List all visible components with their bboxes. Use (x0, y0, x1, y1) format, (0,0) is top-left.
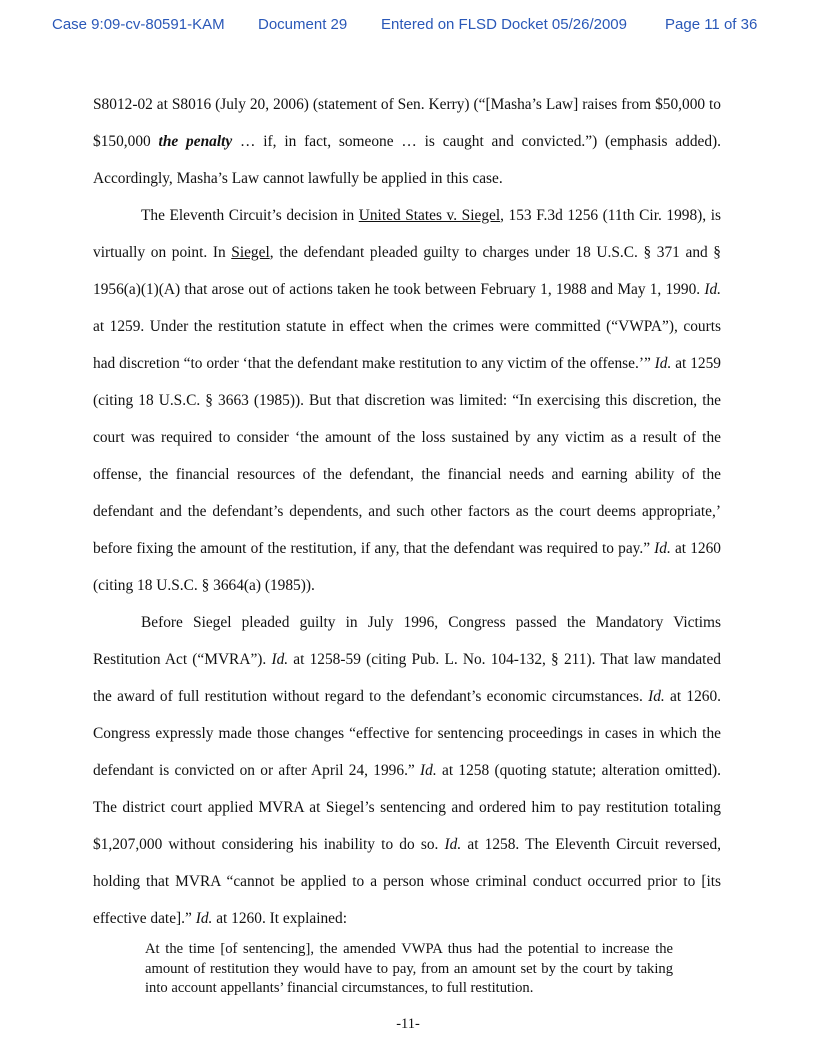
page-number: -11- (396, 1016, 420, 1032)
paragraph-3: Before Siegel pleaded guilty in July 1996, Congress passed the Mandatory Victims Restitution Act (“MVRA”). Id. at 1258-59 (citing Pub. L. No. 104-132, § 211). That law mandated the award of full restitution without regard to the defendant’s economic circumstances. Id. at 1260. Congress expressly made those changes “effective for sentencing proceedings in cases in which the defendant is convicted on or after April 24, 1996.” Id. at 1258 (quoting statute; alteration omitted). The district court applied MVRA at Siegel’s sentencing and ordered him to pay restitution totaling $1,207,000 without considering his inability to do so. Id. at 1258. The Eleventh Circuit reversed, holding that MVRA “cannot be applied to a person whose criminal conduct occurred prior to [its effective date].” Id. at 1260. It explained: (93, 614, 722, 927)
document-number: Document 29 (258, 16, 348, 33)
paragraph-1: S8012-02 at S8016 (July 20, 2006) (statement of Sen. Kerry) (“[Masha’s Law] raises from $50,000 to $150,000 the penalty … if, in fact, someone … is caught and convicted.”) (emphasis added). Accordingly, Masha’s Law cannot lawfully be applied in this case. (93, 96, 722, 187)
document-body (93, 86, 721, 937)
paragraph-2: The Eleventh Circuit’s decision in United States v. Siegel, 153 F.3d 1256 (11th Cir. 1998), is virtually on point. In Siegel, the defendant pleaded guilty to charges under 18 U.S.C. § 371 and § 1956(a)(1)(A) that arose out of actions taken he took between February 1, 1988 and May 1, 1990. Id. at 1259. Under the restitution statute in effect when the crimes were committed (“VWPA”), courts had discretion “to order ‘that the defendant make restitution to any victim of the offense.’” Id. at 1259 (citing 18 U.S.C. § 3663 (1985)). But that discretion was limited: “In exercising this discretion, the court was required to consider ‘the amount of the loss sustained by any victim as a result of the offense, the financial resources of the defendant, the financial needs and earning ability of the defendant and the defendant’s dependents, and such other factors as the court deems appropriate,’ before fixing the amount of the restitution, if any, that the defendant was required to pay.” Id. at 1260 (citing 18 U.S.C. § 3664(a) (1985)). (93, 207, 722, 594)
docket-entry-date: Entered on FLSD Docket 05/26/2009 (381, 16, 627, 33)
case-number: Case 9:09-cv-80591-KAM (52, 16, 225, 33)
case-citation: United States v. Siegel (358, 207, 501, 224)
emphasis-text: the penalty (158, 133, 233, 150)
block-quote: At the time [of sentencing], the amended VWPA thus had the potential to increase the amount of restitution they would have to pay, from an amount set by the court by taking into account appellants’ financial circumstances, to full restitution. (145, 941, 673, 997)
case-short-name: Siegel (231, 244, 270, 261)
page-count: Page 11 of 36 (665, 16, 758, 33)
